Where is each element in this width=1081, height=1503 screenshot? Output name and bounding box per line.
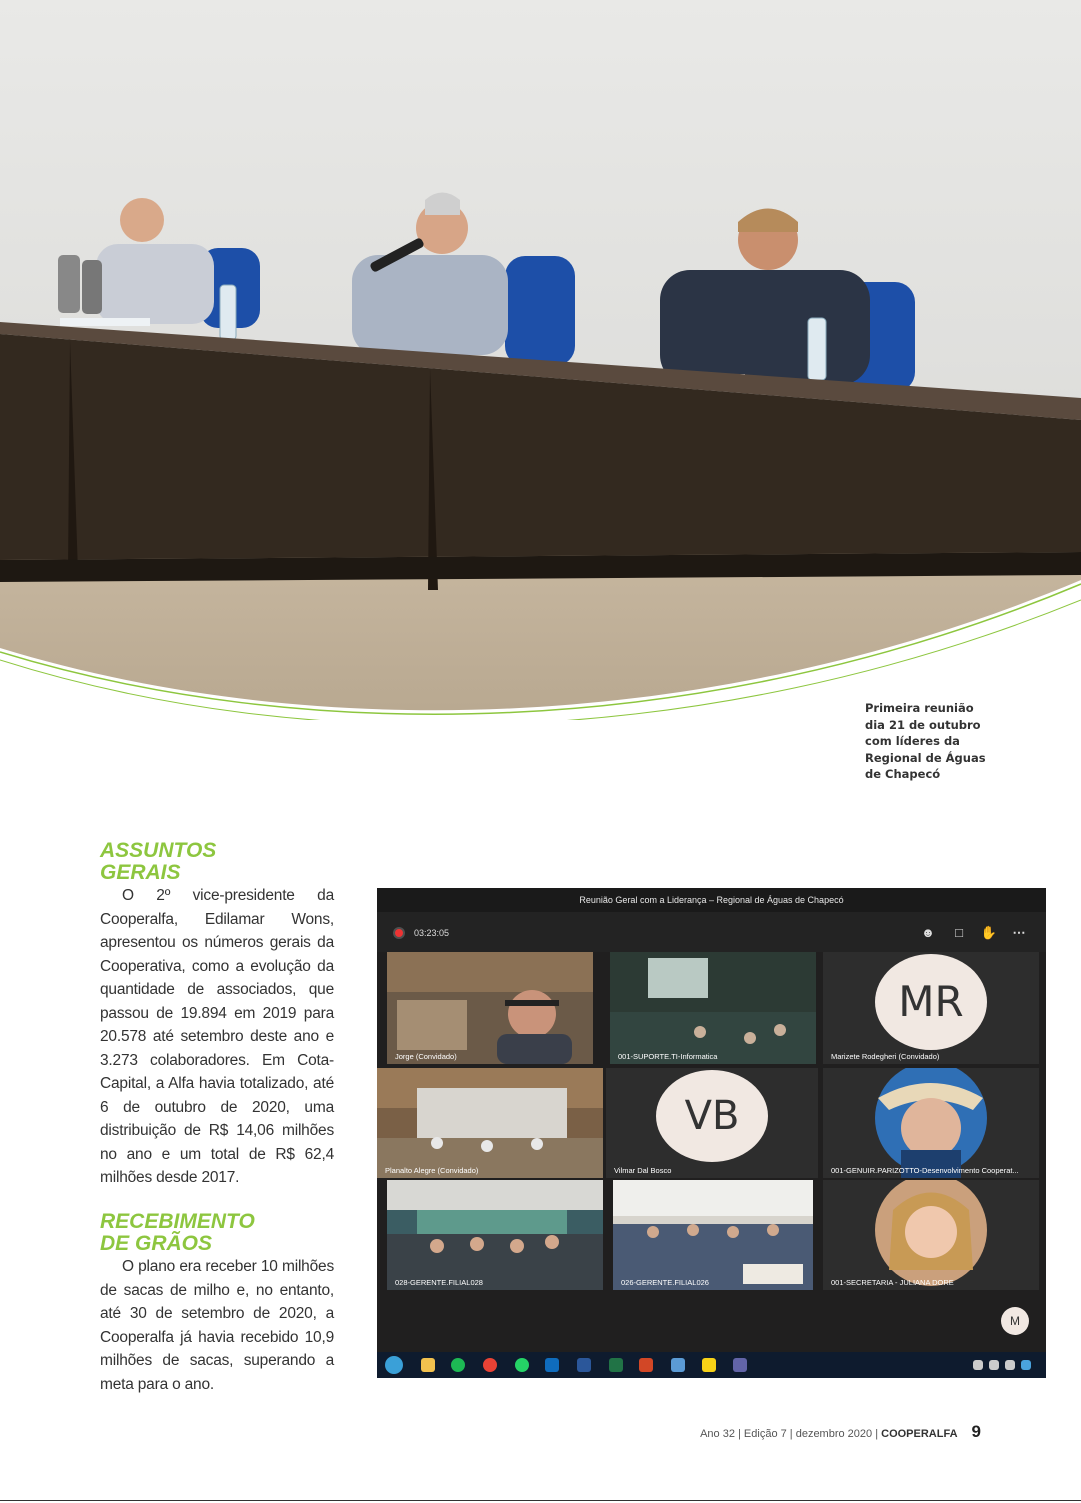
network-icon[interactable] bbox=[1005, 1360, 1015, 1370]
heading-line: RECEBIMENTO bbox=[100, 1210, 255, 1233]
participant-name: 026-GERENTE.FILIAL026 bbox=[621, 1278, 709, 1287]
spotify-icon[interactable] bbox=[451, 1358, 465, 1372]
participant-name: 001-SUPORTE.TI-Informatica bbox=[618, 1052, 718, 1061]
self-avatar[interactable]: M bbox=[1001, 1307, 1029, 1335]
participant-tile[interactable] bbox=[387, 952, 593, 1064]
caption-line: de Chapecó bbox=[865, 767, 941, 781]
microphone-icon[interactable] bbox=[989, 1360, 999, 1370]
teams-icon[interactable] bbox=[733, 1358, 747, 1372]
chat-icon[interactable]: □ bbox=[955, 925, 963, 940]
start-icon[interactable] bbox=[385, 1356, 403, 1374]
more-options-icon[interactable]: ⋯ bbox=[1012, 925, 1026, 940]
participant-name: Planalto Alegre (Convidado) bbox=[385, 1166, 479, 1175]
caption-line: Regional de Águas bbox=[865, 750, 986, 765]
caption-line: dia 21 de outubro bbox=[865, 717, 981, 732]
system-tray-icon[interactable] bbox=[973, 1360, 983, 1370]
participant-tile[interactable] bbox=[823, 1068, 1039, 1178]
recording-time: 03:23:05 bbox=[414, 928, 450, 938]
file-explorer-icon[interactable] bbox=[421, 1358, 435, 1372]
caption-line: com líderes da bbox=[865, 734, 960, 748]
section-body: O 2º vice-presidente da Cooperalfa, Edilamar Wons, apresentou os números gerais da Cooperativa, como a evolução da quantidade de associados, que passou de 19.894 em 2019 para 20.578 até setembro deste ano e 3.273 colaboradores. Em Cota-Capital, a Alfa havia totalizado, até 6 de outubro de 2020, uma distribuição de R$ 14,06 milhões no ano e um total de R$ 62,4 milhões desde 2017. bbox=[100, 887, 334, 1186]
participant-tile[interactable] bbox=[613, 1180, 813, 1290]
chrome-icon[interactable] bbox=[483, 1358, 497, 1372]
participant-name: 001-SECRETARIA - JULIANA DORE bbox=[831, 1278, 954, 1287]
section-body: O plano era receber 10 milhões de sacas de milho e, no entanto, até 30 de setembro de 2020, a Cooperalfa já havia recebido 10,9 milhões de sacas, superando a meta para o ano. bbox=[100, 1258, 334, 1393]
caption-line: Primeira reunião bbox=[865, 701, 974, 715]
participant-tile[interactable] bbox=[606, 1068, 818, 1178]
participant-tile[interactable] bbox=[610, 952, 816, 1064]
word-icon[interactable] bbox=[577, 1358, 591, 1372]
sticky-notes-icon[interactable] bbox=[702, 1358, 716, 1372]
recording-icon bbox=[395, 929, 403, 937]
magazine-brand: COOPERALFA bbox=[881, 1428, 958, 1440]
meeting-photo bbox=[0, 0, 1081, 720]
participant-name: Vilmar Dal Bosco bbox=[614, 1166, 672, 1175]
participant-avatar: VB bbox=[656, 1070, 768, 1162]
heading-line: GERAIS bbox=[100, 861, 181, 884]
section-heading bbox=[100, 1211, 334, 1255]
heading-line: ASSUNTOS bbox=[100, 839, 217, 862]
notification-icon[interactable] bbox=[1021, 1360, 1031, 1370]
participant-tile[interactable] bbox=[387, 1180, 603, 1290]
participant-avatar: MR bbox=[875, 954, 987, 1050]
participants-icon[interactable]: ☻ bbox=[921, 925, 935, 940]
windows-taskbar bbox=[377, 1352, 1046, 1378]
raise-hand-icon[interactable]: ✋ bbox=[980, 925, 998, 940]
whatsapp-icon[interactable] bbox=[515, 1358, 529, 1372]
powerpoint-icon[interactable] bbox=[639, 1358, 653, 1372]
participant-name: Marizete Rodegheri (Convidado) bbox=[831, 1052, 940, 1061]
page-number: 9 bbox=[971, 1422, 981, 1441]
participant-name: 028-GERENTE.FILIAL028 bbox=[395, 1278, 483, 1287]
section-recebimento-graos bbox=[100, 1211, 334, 1396]
participant-name: Jorge (Convidado) bbox=[395, 1052, 457, 1061]
participant-tile[interactable] bbox=[823, 1180, 1039, 1290]
outlook-icon[interactable] bbox=[545, 1358, 559, 1372]
meeting-toolbar bbox=[377, 912, 1046, 952]
video-meeting-screenshot bbox=[377, 888, 1046, 1378]
bottom-rule bbox=[0, 1500, 1081, 1501]
section-heading bbox=[100, 840, 334, 884]
heading-line: DE GRÃOS bbox=[100, 1232, 213, 1255]
participant-tile[interactable] bbox=[823, 952, 1039, 1064]
app-icon[interactable] bbox=[671, 1358, 685, 1372]
section-assuntos-gerais bbox=[100, 840, 334, 1190]
participant-tile[interactable] bbox=[377, 1068, 603, 1178]
participant-name: 001-GENUIR.PARIZOTTO-Desenvolvimento Cooperat... bbox=[831, 1166, 1019, 1175]
photo-caption bbox=[865, 700, 1025, 783]
excel-icon[interactable] bbox=[609, 1358, 623, 1372]
issue-info: Ano 32 | Edição 7 | dezembro 2020 | bbox=[700, 1428, 882, 1440]
meeting-title: Reunião Geral com a Liderança – Regional de Águas de Chapecó bbox=[377, 888, 1046, 912]
page-footer bbox=[700, 1422, 981, 1444]
